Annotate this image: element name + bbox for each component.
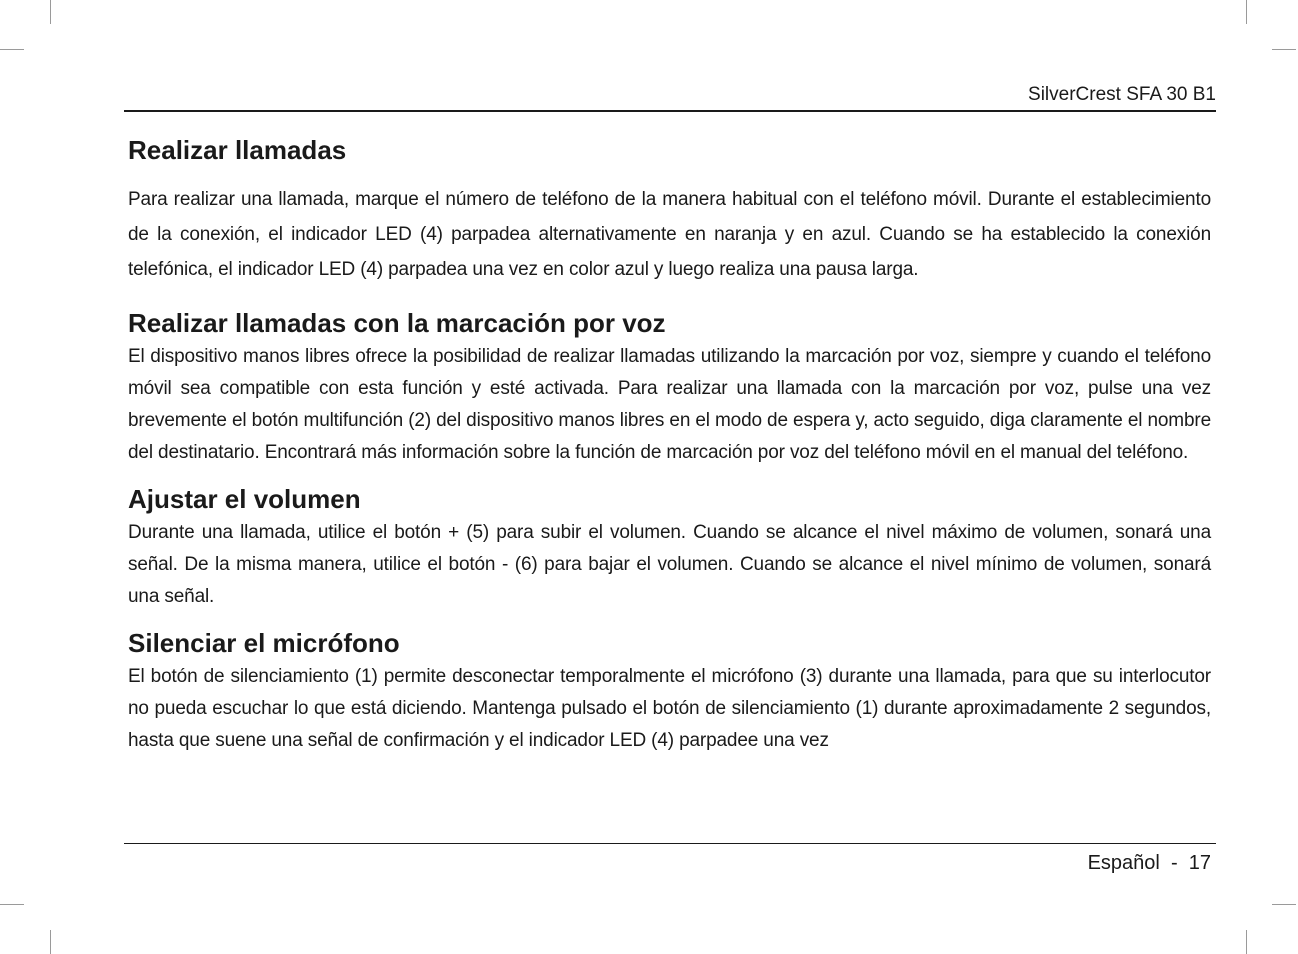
page-content [128,132,1211,757]
crop-mark [50,0,51,24]
crop-mark [1246,930,1247,954]
crop-mark [50,930,51,954]
section-heading: Ajustar el volumen [128,484,361,514]
footer-divider [124,843,1216,844]
section-paragraph: El botón de silenciamiento (1) permite desconectar temporalmente el micrófono (3) durante una llamada, para que su interlocutor no pueda escuchar lo que está diciendo. Mantenga pulsado el botón de silenciamiento (1) durante aproximadamente 2 segundos, hasta que suene una señal de confirmación y el indicador LED (4) parpadee una vez [128,666,1211,751]
section-realizar-llamadas [128,132,1211,287]
page-number: Español - 17 [1087,852,1211,874]
section-paragraph: Durante una llamada, utilice el botón + (5) para subir el volumen. Cuando se alcance el nivel máximo de volumen, sonará una señal. De la misma manera, utilice el botón - (6) para bajar el volumen. Cuando se alcance el nivel mínimo de volumen, sonará una señal. [128,522,1211,607]
running-header: SilverCrest SFA 30 B1 [1028,84,1216,105]
crop-mark [1246,0,1247,24]
section-paragraph: El dispositivo manos libres ofrece la posibilidad de realizar llamadas utilizando la marcación por voz, siempre y cuando el teléfono móvil sea compatible con esta función y esté activada. Para realizar una llamada con la marcación por voz, pulse una vez brevemente el botón multifunción (2) del dispositivo manos libres en el modo de espera y, acto seguido, diga claramente el nombre del destinatario. Encontrará más información sobre la función de marcación por voz del teléfono móvil en el manual del teléfono. [128,346,1211,463]
section-ajustar-volumen [128,481,1211,613]
header-divider [124,110,1216,112]
section-marcacion-por-voz [128,305,1211,469]
crop-mark [0,904,24,905]
section-heading: Realizar llamadas [128,135,347,165]
section-heading: Realizar llamadas con la marcación por voz [128,308,666,338]
section-silenciar-microfono [128,625,1211,757]
section-heading: Silenciar el micrófono [128,628,400,658]
section-paragraph: Para realizar una llamada, marque el número de teléfono de la manera habitual con el teléfono móvil. Durante el establecimiento de la conexión, el indicador LED (4) parpadea alternativamente en naranja y en azul. Cuando se ha establecido la conexión telefónica, el indicador LED (4) parpadea una vez en color azul y luego realiza una pausa larga. [128,189,1211,280]
crop-mark [0,49,24,50]
crop-mark [1272,49,1296,50]
crop-mark [1272,904,1296,905]
